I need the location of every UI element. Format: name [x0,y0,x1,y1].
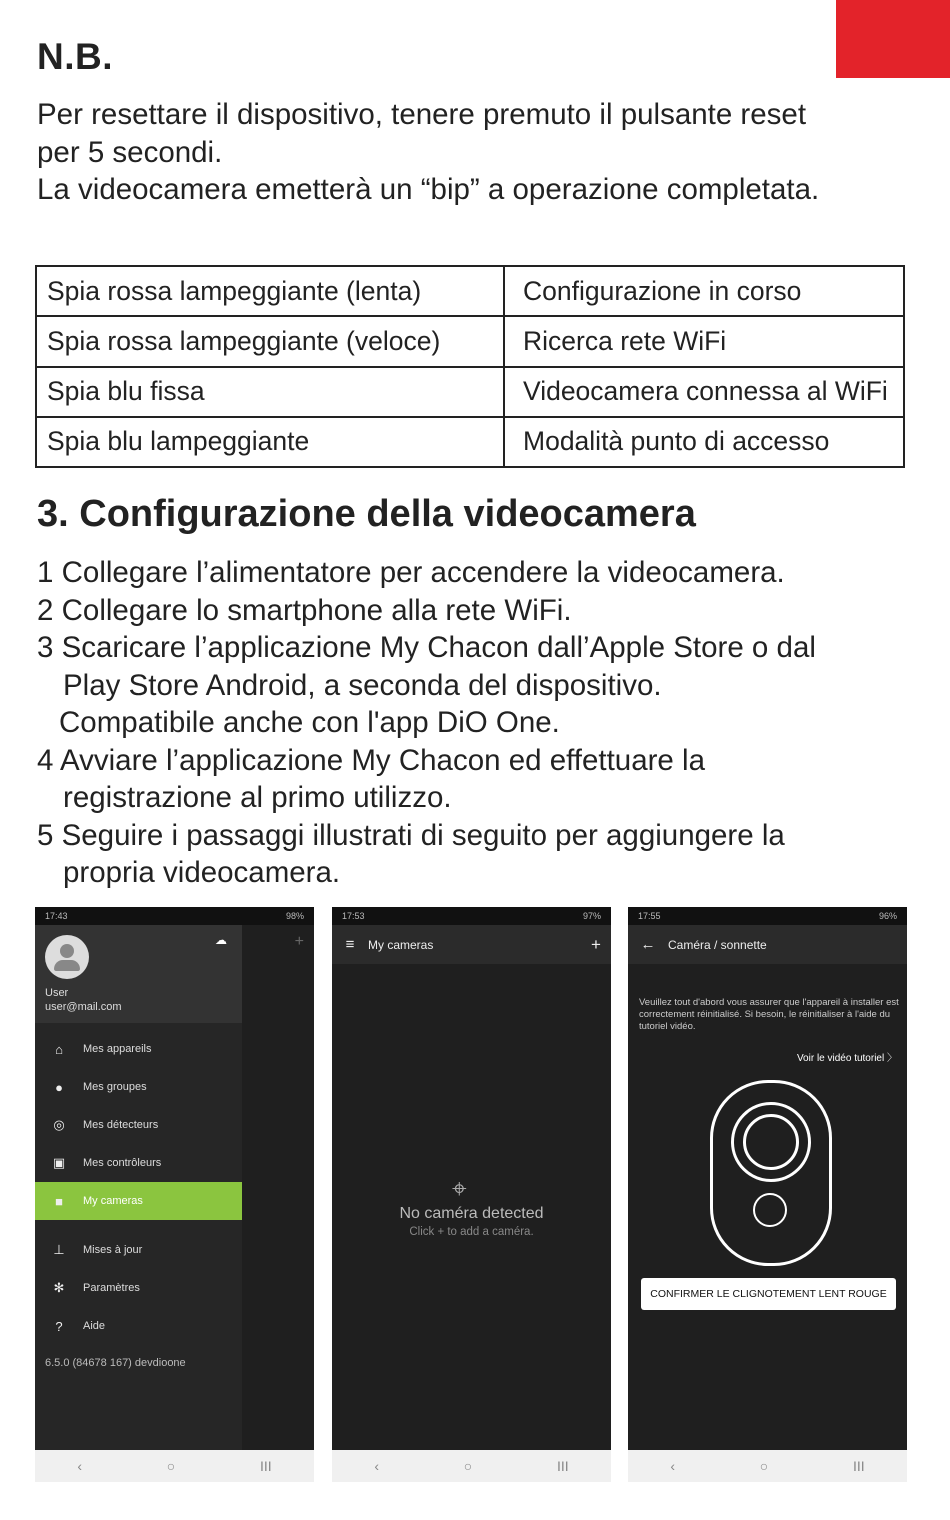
menu-item-label: Mes contrôleurs [83,1157,162,1169]
menu-item-mes-controleurs[interactable] [35,1144,242,1182]
home-icon: ⌂ [55,1041,63,1057]
recents-nav-icon[interactable]: III [852,1458,865,1474]
nb-title: N.B. [37,36,113,77]
app-bar [628,925,907,964]
step-line: registrazione al primo utilizzo. [63,781,452,814]
download-icon: ⊥ [53,1242,65,1257]
nb-line: La videocamera emetterà un “bip” a operazione completata. [37,173,820,206]
home-nav-icon[interactable]: ○ [463,1458,473,1474]
table-cell: Spia rossa lampeggiante (lenta) [36,266,504,316]
app-bar-title: My cameras [368,937,434,952]
menu-item-parametres[interactable] [35,1269,242,1307]
avatar[interactable] [45,935,89,979]
app-version: 6.5.0 (84678 167) devdioone [45,1357,186,1369]
user-name: User [45,987,69,999]
drawer-menu [35,1030,242,1345]
step-line: propria videocamera. [63,856,341,889]
camera-lens-outer [731,1102,811,1182]
status-time: 17:53 [342,911,365,921]
tutorial-link[interactable]: Voir le vidéo tutoriel 〉 [796,1053,897,1064]
menu-item-mes-appareils[interactable] [35,1030,242,1068]
nb-text [37,96,917,209]
step-line: 1 Collegare l’alimentatore per accendere la videocamera. [37,556,785,589]
nb-line: per 5 secondi. [37,135,223,169]
recents-nav-icon[interactable]: III [259,1458,272,1474]
screen-content [332,925,611,1450]
status-time: 17:55 [638,911,661,921]
menu-item-my-cameras[interactable] [35,1182,242,1220]
doorbell-illustration [710,1080,832,1266]
menu-item-mes-groupes[interactable] [35,1068,242,1106]
status-battery: 98% [285,911,304,921]
menu-item-label: My cameras [83,1195,143,1207]
android-navbar [35,1450,314,1482]
menu-item-label: Aide [83,1320,106,1332]
home-nav-icon[interactable]: ○ [759,1458,769,1474]
camera-icon: ■ [55,1193,63,1209]
status-time: 17:43 [45,911,68,921]
step-line: 4 Avviare l’applicazione My Chacon ed effettuare la [37,743,705,777]
back-arrow-icon[interactable]: ← [640,936,656,953]
cloud-icon: ☁ [215,933,227,947]
section-title: 3. Configurazione della videocamera [37,493,696,535]
table-cell: Spia rossa lampeggiante (veloce) [36,316,504,366]
status-bar [628,907,907,925]
led-status-table [35,265,905,468]
step-line: 5 Seguire i passaggi illustrati di seguito per aggiungere la [37,818,785,852]
instructions-text: Veuillez tout d'abord vous assurer que l'appareil à installer est correctement réinitialisé. Si besoin, le réinitialiser à l'aide du tutoriel vidéo. [639,997,899,1032]
controller-icon: ▣ [52,1155,66,1170]
steps-list [37,554,917,892]
phone-screenshot-drawer [35,907,314,1482]
nb-line: Per resettare il dispositivo, tenere premuto il pulsante reset [37,98,807,131]
empty-state-title: No caméra detected [399,1205,544,1222]
menu-item-label: Mises à jour [83,1244,143,1256]
drawer-header [35,925,242,1023]
red-corner-tab [836,0,950,78]
table-cell: Ricerca rete WiFi [504,316,904,366]
step-line: Compatibile anche con l'app DiO One. [59,706,560,739]
status-battery: 96% [878,911,897,921]
step-line: 2 Collegare lo smartphone alla rete WiFi. [37,593,572,627]
empty-state-subtitle: Click + to add a caméra. [409,1226,534,1238]
nav-drawer [35,925,242,1450]
table-cell: Spia blu lampeggiante [36,417,504,467]
menu-icon[interactable]: ≡ [345,936,355,953]
status-bar [35,907,314,925]
table-row [36,316,904,366]
confirm-blink-button[interactable]: CONFIRMER LE CLIGNOTEMENT LENT ROUGE [641,1278,896,1310]
recents-nav-icon[interactable]: III [556,1458,569,1474]
user-email: user@mail.com [45,1001,122,1013]
table-cell: Videocamera connessa al WiFi [504,367,904,417]
menu-item-mes-detecteurs[interactable] [35,1106,242,1144]
step-line: Play Store Android, a seconda del dispositivo. [63,668,662,702]
menu-item-aide[interactable] [35,1307,242,1345]
status-bar [332,907,611,925]
app-bar-title: Caméra / sonnette [668,937,767,952]
table-cell: Configurazione in corso [504,266,904,316]
gear-icon: ✻ [53,1280,65,1295]
menu-item-label: Mes groupes [83,1081,147,1093]
group-icon: ● [55,1079,63,1095]
status-battery: 97% [582,911,601,921]
help-icon: ? [55,1318,63,1334]
doorbell-button [753,1193,787,1227]
menu-item-label: Paramètres [83,1282,140,1294]
camera-lens-inner [743,1114,799,1170]
android-navbar [628,1450,907,1482]
screen-content [35,925,314,1450]
back-nav-icon[interactable]: ‹ [77,1458,83,1474]
back-nav-icon[interactable]: ‹ [374,1458,380,1474]
home-nav-icon[interactable]: ○ [166,1458,176,1474]
table-row [36,417,904,467]
phone-screenshot-my-cameras [332,907,611,1482]
table-cell: Spia blu fissa [36,367,504,417]
phone-screenshot-camera-setup [628,907,907,1482]
step-line: 3 Scaricare l’applicazione My Chacon dall’Apple Store o dal [37,631,816,664]
add-icon: + [294,933,304,950]
menu-item-label: Mes détecteurs [83,1119,159,1131]
menu-item-mises-a-jour[interactable] [35,1231,242,1269]
detector-icon: ◎ [53,1117,65,1132]
table-row [36,367,904,417]
back-nav-icon[interactable]: ‹ [670,1458,676,1474]
menu-item-label: Mes appareils [83,1043,152,1055]
camera-outline-icon: ⌖ [452,1173,467,1203]
android-navbar [332,1450,611,1482]
add-camera-button[interactable]: + [591,934,601,954]
table-row [36,266,904,316]
app-bar [332,925,611,964]
screen-content [628,925,907,1450]
table-cell: Modalità punto di accesso [504,417,904,467]
